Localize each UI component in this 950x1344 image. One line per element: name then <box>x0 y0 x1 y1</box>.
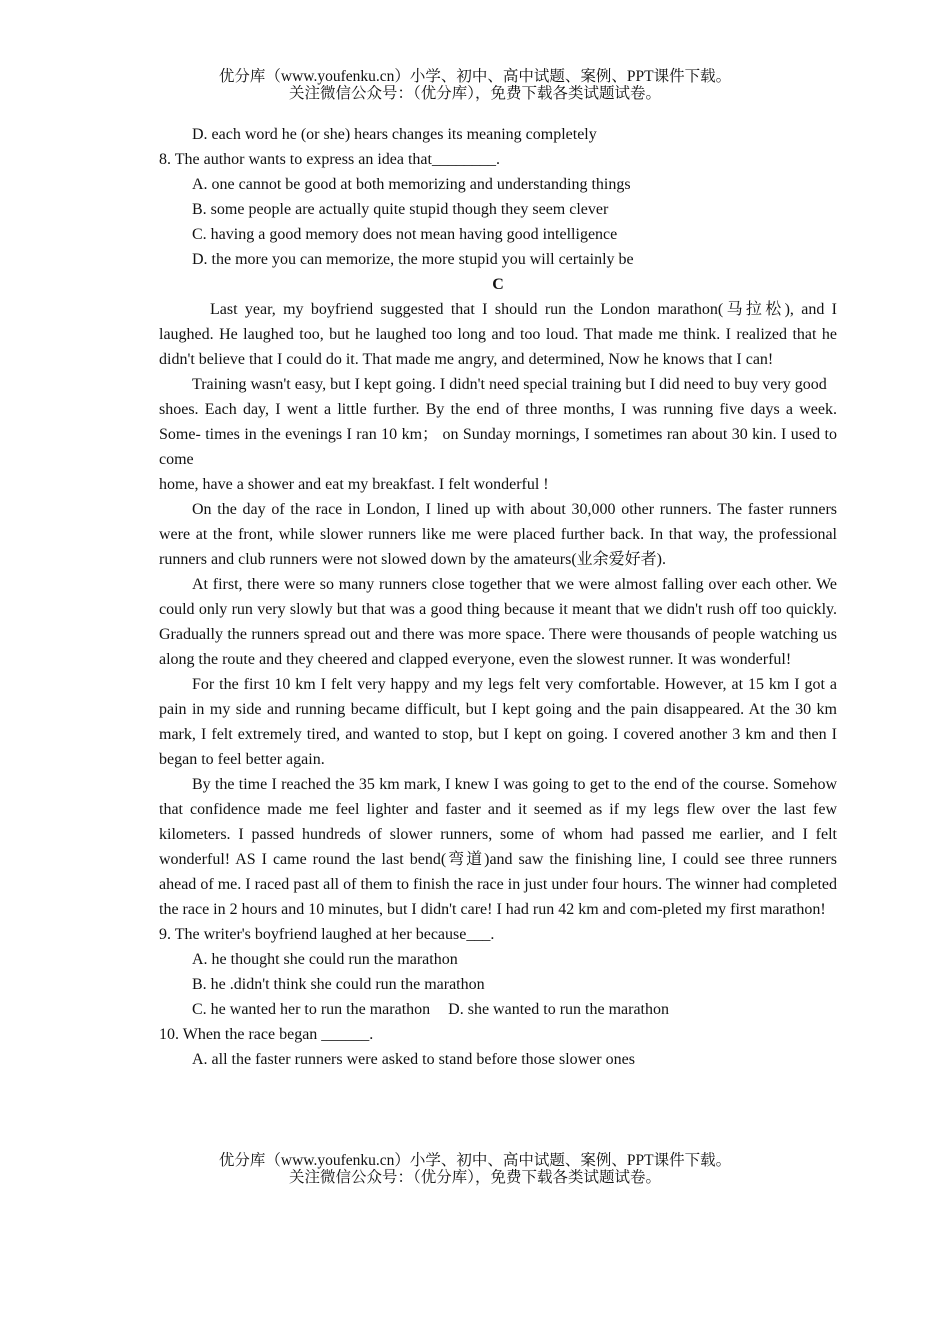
q8-option-c: C. having a good memory does not mean having good intelligence <box>192 226 618 243</box>
q8-option-d: D. the more you can memorize, the more stupid you will certainly be <box>192 251 634 268</box>
document-body <box>159 122 837 1072</box>
footer-line-2: 关注微信公众号：（优分库），免费下载各类试题试卷。 <box>288 1169 661 1186</box>
q8-stem: 8. The author wants to express an idea that________. <box>159 151 500 168</box>
q8-option-b: B. some people are actually quite stupid though they seem clever <box>192 201 609 218</box>
passage-paragraph-6: By the time I reached the 35 km mark, I knew I was going to get to the end of the course. Somehow that confidence made me feel lighter and faster and it seemed as if my legs flew over the last few kilometers. I passed hundreds of slower runners, some of whom had passed me earlier, and I felt wonderful! AS I came round the last bend(弯道)and saw the finishing line, I could see three runners ahead of me. I raced past all of them to finish the race in just under four hours. The winner had completed the race in 2 hours and 10 minutes, but I didn't care! I had run 42 km and com-pleted my first marathon! <box>159 776 837 918</box>
page-header <box>0 68 950 102</box>
q9-stem: 9. The writer's boyfriend laughed at her because___. <box>159 926 495 943</box>
passage-paragraph-3: On the day of the race in London, I lined up with about 30,000 other runners. The faster runners were at the front, while slower runners like me were placed further back. In that way, the professional runners and club runners were not slowed down by the amateurs(业余爱好者). <box>159 501 837 568</box>
q9-option-d: D. she wanted to run the marathon <box>448 1001 669 1018</box>
section-title: C <box>492 276 504 293</box>
q9-option-a: A. he thought she could run the marathon <box>192 951 458 968</box>
q7-option-d: D. each word he (or she) hears changes its meaning completely <box>192 126 597 143</box>
passage-paragraph-5: For the first 10 km I felt very happy and my legs felt very comfortable. However, at 15 km I got a pain in my side and running became difficult, but I kept going and the pain disappeared. At the 30 km mark, I felt extremely tired, and wanted to stop, but I kept on going. I covered another 3 km and then I began to feel better again. <box>159 676 837 768</box>
page-footer <box>0 1152 950 1186</box>
header-line-1: 优分库（www.youfenku.cn）小学、初中、高中试题、案例、PPT课件下载。 <box>218 68 732 85</box>
q10-option-a: A. all the faster runners were asked to stand before those slower ones <box>192 1051 635 1068</box>
q8-option-a: A. one cannot be good at both memorizing and understanding things <box>192 176 631 193</box>
passage-paragraph-2c: home, have a shower and eat my breakfast. I felt wonderful ! <box>159 476 549 493</box>
q9-options-cd <box>159 997 837 1022</box>
passage-paragraph-2b: shoes. Each day, I went a little further. By the end of three months, I was running five days a week. Some- times in the evenings I ran 10 km； on Sunday mornings, I sometimes ran about 30 kin. I used to come <box>159 401 837 468</box>
q9-option-b: B. he .didn't think she could run the marathon <box>192 976 485 993</box>
passage-paragraph-4: At first, there were so many runners close together that we were almost falling over each other. We could only run very slowly but that was a good thing because it meant that we didn't rush off too quickly. Gradually the runners spread out and there was more space. There were thousands of people watching us along the route and they cheered and clapped everyone, even the slowest runner. It was wonderful! <box>159 576 837 668</box>
passage-paragraph-2a: Training wasn't easy, but I kept going. I didn't need special training but I did need to buy very good <box>192 376 827 393</box>
footer-line-1: 优分库（www.youfenku.cn）小学、初中、高中试题、案例、PPT课件下载。 <box>218 1152 732 1169</box>
header-line-2: 关注微信公众号：（优分库），免费下载各类试题试卷。 <box>288 85 661 102</box>
q10-stem: 10. When the race began ______. <box>159 1026 374 1043</box>
q9-option-c: C. he wanted her to run the marathon <box>192 1001 431 1018</box>
passage-paragraph-1: Last year, my boyfriend suggested that I should run the London marathon(马拉松), and I laughed. He laughed too, but he laughed too long and too loud. That made me think. I realized that he didn't believe that I could do it. That made me angry, and determined, Now he knows that I can! <box>159 301 837 368</box>
